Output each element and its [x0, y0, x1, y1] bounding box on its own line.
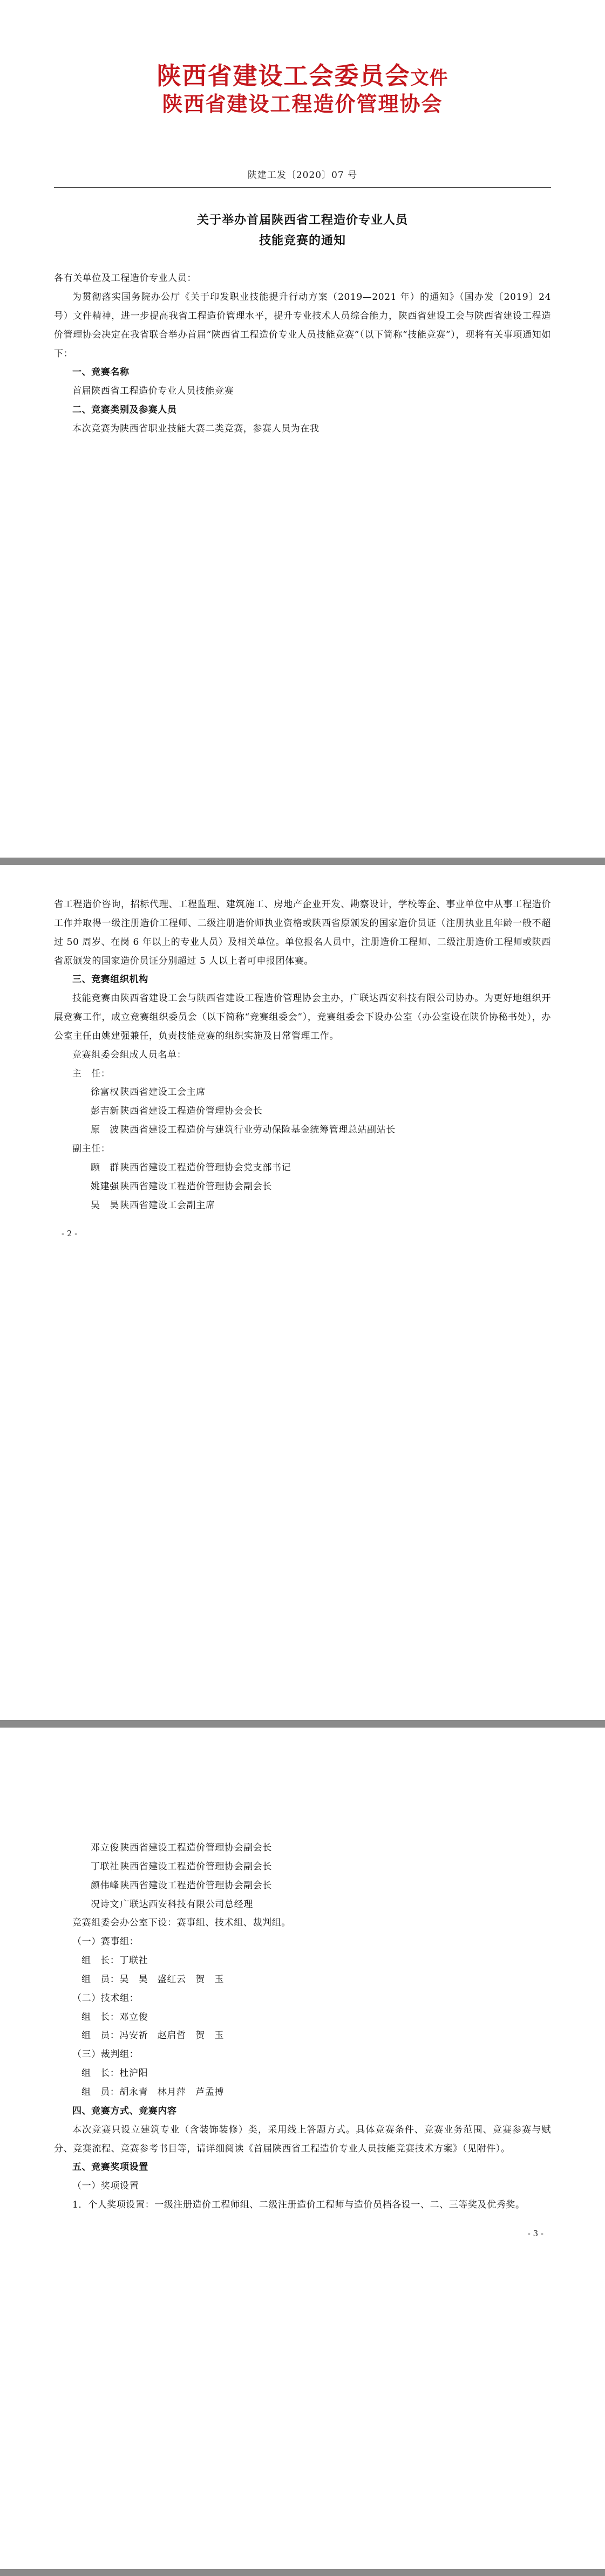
member-label: 组 员：	[81, 1974, 120, 1985]
page-3-top-space	[54, 1758, 551, 1839]
committee-deputy-0	[54, 1159, 551, 1177]
page-2-number: - 2 -	[62, 1229, 78, 1239]
member-org: 陕西省建设工程造价管理协会副会长	[120, 1861, 272, 1872]
letterhead-line-2: 陕西省建设工程造价管理协会	[162, 91, 443, 116]
section-heading-1: 一、竞赛名称	[72, 367, 130, 378]
intro-paragraph: 为贯彻落实国务院办公厅《关于印发职业技能提升行动方案（2019—2021 年）的通知》（国办发〔2019〕24 号）文件精神，进一步提高我省工程造价管理水平，提升专业技术人员综合能力，陕西省建设工会与陕西省建设工程造价管理协会决定在我省联合举办首届“陕西省工程造价专业人员技能竞赛”（以下简称“技能竞赛”），现将有关事项通知如下：	[54, 292, 551, 359]
group-2-title: （二）技术组：	[72, 1992, 139, 2004]
committee-deputy-5	[54, 1876, 551, 1895]
member-org: 陕西省建设工会副主席	[120, 1200, 215, 1211]
leader-label: 组 长：	[81, 2011, 120, 2023]
group-3-leader	[54, 2064, 551, 2083]
letterhead-line-1	[54, 62, 551, 90]
office-groups-lead-in: 竞赛组委会办公室下设：赛事组、技术组、裁判组。	[72, 1917, 291, 1929]
group-2-members	[54, 2026, 551, 2045]
member-name: 姚建强	[91, 1181, 119, 1192]
section-5-item-1-label: 1．个人奖项设置：	[72, 2200, 155, 2211]
section-heading-2: 二、竞赛类别及参赛人员	[72, 405, 177, 416]
member-name: 吴 昊	[91, 1200, 119, 1211]
group-1-members	[54, 1970, 551, 1989]
committee-deputy-label: 副主任：	[72, 1143, 111, 1154]
member-org: 陕西省建设工程造价管理协会副会长	[120, 1880, 272, 1891]
member-name: 况诗文	[91, 1899, 119, 1910]
document-page-1	[0, 0, 605, 858]
group-2-leader	[54, 2008, 551, 2027]
committee-deputy-6	[54, 1895, 551, 1914]
section-4-body: 本次竞赛只设立建筑专业（含装饰装修）类，采用线上答题方式。具体竞赛条件、竞赛业务范围、竞赛参赛与赋分、竞赛流程、竞赛参考书目等，请详细阅读《首届陕西省工程造价专业人员技能竞赛技术方案》（见附件）。	[54, 2124, 551, 2154]
member-names: 胡永青 林月萍 芦孟搏	[119, 2086, 225, 2098]
section-5-item-1-body: 一级注册造价工程师组、二级注册造价工程师与造价员档各设一、二、三等奖及优秀奖。	[154, 2200, 525, 2211]
document-page-3	[0, 1728, 605, 2569]
document-page-2	[0, 865, 605, 1720]
section-heading-3: 三、竞赛组织机构	[72, 974, 148, 985]
section-3-body: 技能竞赛由陕西省建设工会与陕西省建设工程造价管理协会主办，广联达西安科技有限公司协办。为更好地组织开展竞赛工作，成立竞赛组织委员会（以下简称“竞赛组委会”），竞赛组委会下设办公室（办公室设在陕价协秘书处），办公室主任由姚建强兼任，负责技能竞赛的组织实施及日常管理工作。	[54, 993, 551, 1042]
committee-director-0	[54, 1083, 551, 1102]
page-1-bottom-space	[54, 439, 551, 563]
member-name: 邓立俊	[91, 1842, 119, 1853]
member-name: 彭吉新	[91, 1106, 119, 1117]
group-3-title: （三）裁判组：	[72, 2049, 139, 2060]
section-2-body-continued: 省工程造价咨询，招标代理、工程监理、建筑施工、房地产企业开发、勘察设计，学校等企、事业单位中从事工程造价工作并取得一级注册造价工程师、二级注册造价师执业资格或陕西省原颁发的国家造价员证（注册执业且年龄一般不超过 50 周岁、在岗 6 年以上的专业人员）及相关单位。单位报名人员中，注册造价工程师、二级注册造价工程师或陕西省原颁发的国家造价员证分别超过 5 人以上者可申报团体赛。	[54, 899, 551, 967]
committee-deputy-4	[54, 1858, 551, 1876]
salutation: 各有关单位及工程造价专业人员：	[54, 273, 196, 284]
member-org: 陕西省建设工程造价与建筑行业劳动保险基金统筹管理总站副站长	[120, 1125, 396, 1136]
letterhead-doc-word: 文件	[410, 67, 448, 89]
member-label: 组 员：	[81, 2030, 120, 2041]
member-names: 吴 昊 盛红云 贺 玉	[119, 1974, 225, 1985]
member-name: 颜伟峰	[91, 1880, 119, 1891]
committee-deputy-2	[54, 1196, 551, 1215]
section-heading-4: 四、竞赛方式、竞赛内容	[72, 2105, 177, 2116]
committee-director-2	[54, 1121, 551, 1140]
document-number: 陕建工发〔2020〕07 号	[247, 170, 358, 181]
member-names: 冯安祈 赵启哲 贺 玉	[119, 2030, 225, 2041]
letterhead-org-1: 陕西省建设工会委员会	[157, 61, 411, 90]
member-org: 陕西省建设工程造价管理协会副会长	[120, 1842, 272, 1853]
committee-director-1	[54, 1102, 551, 1121]
section-5-subheading: （一）奖项设置	[72, 2181, 139, 2192]
member-org: 陕西省建设工程造价管理协会会长	[120, 1106, 263, 1117]
section-heading-5: 五、竞赛奖项设置	[72, 2162, 148, 2173]
committee-deputy-3	[54, 1839, 551, 1858]
group-1-leader	[54, 1951, 551, 1970]
leader-name: 丁联社	[119, 1955, 148, 1967]
leader-label: 组 长：	[81, 2068, 120, 2079]
member-org: 陕西省建设工程造价管理协会副会长	[120, 1181, 272, 1192]
page-3-number: - 3 -	[527, 2228, 543, 2238]
page-title	[54, 210, 551, 251]
leader-name: 邓立俊	[119, 2011, 148, 2023]
group-1-title: （一）赛事组：	[72, 1936, 139, 1948]
group-3-members	[54, 2083, 551, 2102]
page-title-line-2: 技能竞赛的通知	[259, 233, 346, 248]
member-name: 原 波	[91, 1125, 119, 1136]
letterhead	[54, 62, 551, 115]
section-1-body: 首届陕西省工程造价专业人员技能竞赛	[72, 386, 234, 397]
member-label: 组 员：	[81, 2086, 120, 2098]
member-name: 徐富权	[91, 1087, 119, 1098]
section-2-body-partial: 本次竞赛为陕西省职业技能大赛二类竞赛，参赛人员为在我	[72, 423, 320, 434]
member-org: 广联达西安科技有限公司总经理	[120, 1899, 253, 1910]
page-title-line-1: 关于举办首届陕西省工程造价专业人员	[196, 213, 408, 228]
member-org: 陕西省建设工会主席	[120, 1087, 206, 1098]
member-name: 顾 群	[91, 1162, 119, 1173]
committee-director-label: 主 任：	[72, 1068, 111, 1079]
leader-label: 组 长：	[81, 1955, 120, 1967]
committee-deputy-1	[54, 1177, 551, 1196]
header-divider	[54, 187, 551, 188]
member-name: 丁联社	[91, 1861, 119, 1872]
member-org: 陕西省建设工程造价管理协会党支部书记	[120, 1162, 291, 1173]
section-5-item-1	[54, 2196, 551, 2215]
committee-heading: 竞赛组委会组成人员名单：	[72, 1049, 187, 1060]
leader-name: 杜沪阳	[119, 2068, 148, 2079]
